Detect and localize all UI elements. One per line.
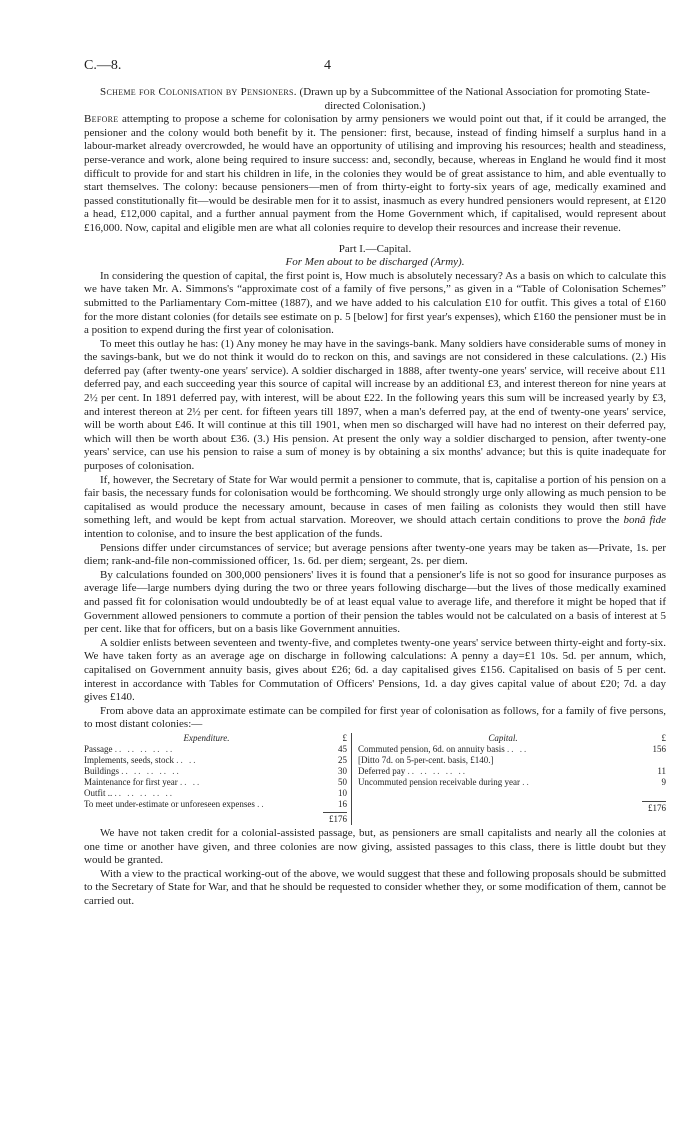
commutation-emphasis: bonâ fide [623,514,666,527]
capital-total-row [358,801,666,814]
capital-row-amount: 11 [657,765,666,776]
capital-item-text: Uncommuted pension receivable during year [358,776,520,787]
title-lead: Scheme for Colonisation by Pensioners. [100,86,297,98]
expenditure-rows [84,744,347,810]
expenditure-row-amount: 45 [338,743,347,754]
expenditure-leader-dots: .. [257,798,266,809]
capital-item-text: Deferred pay [358,765,406,776]
expenditure-row-label [84,744,329,755]
expenditure-row-label [84,766,329,777]
expenditure-leader-dots: .. .. .. .. .. [114,743,175,754]
expenditure-row-amount: 16 [338,798,347,809]
intro-text: attempting to propose a scheme for colonisation by army pensioners we would point out that, if it could be arranged, the pensioner and the colony would both benefit by it. The pensioner: first, because, instead of finding himself a surplus hand in a labour-market already overcrowded, he would have an opportunity of utilising and improving his resources; health and steadiness, perse-verance and work, alone being required to insure success: and, secondly, because, whereas in England he would find it most difficult to provide for and start his children in life, in the colonies they would be of great assistance to him, and able eventually to start themselves. The colony: because pensioners—men of from thirty-eight to forty-six years of age, medically examined and passed constitutionally fit—would be desirable men for it to assist, inasmuch as every hundred pensioners would represent, at £120 a head, £12,000 capital, and a further annual payment from the Home Government which, if capitalised, would represent about £16,000. Now, capital and eligible men are what all colonies require to develop their resources and increase their revenue. [84,113,666,234]
capital-item-text: [Ditto 7d. on 5-per-cent. basis, £140.] [358,754,494,765]
expenditure-total-row [84,812,347,825]
capital-total: £176 [642,801,666,814]
paragraph-outlay-sources: To meet this outlay he has: (1) Any money he may have in the savings-bank. Many soldiers have considerable sums of money in the savings-bank, but we do not think it would do to reckon on this, and savings are not considered in these calculations. (2.) His deferred pay (after twenty-one years' service). A soldier discharged in 1888, after twenty-one years' service, will receive about £11 deferred pay, and each succeeding year this source of capital will increase by an additional £3, and interest thereon for nine years at 2½ per cent. In 1891 deferred pay, with interest, will be about £22. In the following years this sum will be increased yearly by £3, and interest thereon at 2½ per cent. for fifteen years till 1897, when a man's deferred pay, at the end of twenty-one years' service, will be worth about £46. It will continue at this till 1901, when men so discharged will have had no interest on their deferred pay, which will then be worth about £36. (3.) His pension. At present the only way a soldier discharged to pension, after twenty-one years' service, can use his pension to raise a sum of money is by obtaining a six months' advance; but this is quite inadequate for purposes of colonisation. [84,337,666,473]
paragraph-proposal: With a view to the practical working-out of the above, we would suggest that these and following proposals should be submitted to the Secretary of State for War, and that he should be requested to consider whether they, or some modification of them, cannot be carried out. [84,867,666,907]
paragraph-pension-rates: Pensions differ under circumstances of service; but average pensions after twenty-one years may be taken as—Private, 1s. per diem; rank-and-file non-commissioned officer, 1s. 6d. per diem; sergeant, 2s. per diem. [84,541,666,568]
part-heading: Part I.—Capital. [338,242,412,255]
expenditure-item-text: Implements, seeds, stock [84,754,174,765]
capital-row-label [358,755,648,766]
page-header [84,58,666,86]
capital-row-label [358,744,648,755]
expenditure-row-amount: 50 [338,776,347,787]
paragraph-insurance-lives: By calculations founded on 300,000 pensioners' lives it is found that a pensioner's life is not so good for insurance purposes as average life—large numbers dying during the two or three years following discharge—but the lives of those medically examined and passed fit for colonisation would undoubtedly be of at least equal value to average life, and therefore it might be hoped that if Government allowed pensioners to commute a portion of their pension the tables would not be calculated on a basis of interest at 5 per cent. like that for officers, but on a basis like Government annuities. [84,568,666,636]
expenditure-heading: Expenditure. [183,732,230,743]
capital-column [352,733,666,825]
document-title [88,86,662,113]
expenditure-item-text: Maintenance for first year [84,776,178,787]
capital-rows [358,744,666,788]
capital-leader-dots: .. [522,776,531,787]
expenditure-row-amount: 10 [338,787,347,798]
expenditure-row [84,744,347,755]
part-subheading: For Men about to be discharged (Army). [285,256,465,269]
estimate-table [84,733,666,825]
expenditure-item-text: Buildings [84,765,120,776]
capital-heading: Capital. [488,732,518,743]
capital-item-text: Commuted pension, 6d. on annuity basis [358,743,505,754]
capital-row [358,744,666,755]
document-reference: C.—8. [84,58,122,73]
paragraph-capitalisation: A soldier enlists between seventeen and twenty-five, and completes twenty-one years' service between thirty-eight and forty-six. We have taken forty as an average age on discharge in following calculations: A penny a day=£1 10s. 5d. per annum, which, capitalised on Government annuity basis, gives about £26; 6d. a day capitalised gives £156. Capitalised on basis of 5 per cent. interest in accordance with Tables for Commutation of Officers' Pensions, 1d. a day gives capital value of about £20; 7d. a day gives £140. [84,636,666,704]
expenditure-row-amount: 30 [338,765,347,776]
capital-row-amount: 9 [661,776,666,787]
capital-leader-dots: .. .. .. .. .. [407,765,467,776]
expenditure-leader-dots: .. .. .. .. .. [114,787,174,798]
paragraph-commutation [84,474,666,542]
expenditure-leader-dots: .. .. .. .. .. [121,765,181,776]
capital-row-amount: 156 [652,743,666,754]
capital-unit: £ [661,732,666,743]
expenditure-header [84,733,347,744]
capital-row-label [358,766,648,777]
expenditure-total: £176 [323,812,347,825]
capital-row-amount [648,755,666,766]
expenditure-leader-dots: .. .. [179,776,202,787]
document-page [84,58,666,908]
paragraph-estimate-intro: From above data an approximate estimate can be compiled for first year of colonisation as follows, for a family of five persons, to most distant colonies:— [84,704,666,731]
expenditure-row [84,766,347,777]
expenditure-column [84,733,352,825]
title-rest: (Drawn up by a Subcommittee of the National Association for promoting State-directed Colonisation.) [296,86,650,112]
expenditure-item-text: To meet under-estimate or unforeseen expenses [84,798,255,809]
expenditure-unit: £ [342,732,347,743]
expenditure-row-label [84,777,329,788]
paragraph-assisted-passage: We have not taken credit for a colonial-assisted passage, but, as pensioners are small capitalists and nearly all the colonies at one time or another have given, and three colonies are now giving, assisted passages to this class, there is little doubt but they would be granted. [84,826,666,867]
expenditure-leader-dots: .. .. [176,754,198,765]
expenditure-row-label [84,788,329,799]
capital-row [358,755,666,766]
expenditure-row-label [84,755,329,766]
capital-header [358,733,666,744]
expenditure-item-text: Outfit .. [84,787,113,798]
intro-lead: Before [84,113,119,126]
expenditure-row [84,777,347,788]
capital-leader-dots: .. .. [507,743,529,754]
commutation-text-b: intention to colonise, and to insure the best application of the funds. [84,528,383,540]
intro-paragraph [84,113,666,235]
expenditure-item-text: Passage [84,743,113,754]
expenditure-row-amount: 25 [338,754,347,765]
capital-row [358,777,666,788]
paragraph-capital-basis: In considering the question of capital, the first point is, How much is absolutely necessary? As a basis on which to calculate this we have taken Mr. A. Simmons's “approximate cost of a family of five persons,” as given in a “Table of Colonisation Schemes” submitted to the Parliamentary Com-mittee (1887), and we have added to his calculation £10 for outfit. This gives a total of £160 for the more distant colonies (for details see estimate on p. 5 [below] for first year's expenses), which £160 the pensioner must be in a position to expend during the first year of colonisation. [84,269,666,337]
commutation-text-a: If, however, the Secretary of State for War would permit a pensioner to commute, that is, capitalise a portion of his pension on a fair basis, the necessary funds for colonisation would be forthcoming. We should strongly urge only allowing as much pension to be capitalised as would produce the necessary amount, because in cases of men failing as colonists they would then still have something left, and would be kept from actual starvation. Moreover, we should attach certain conditions to prove the [84,473,666,527]
expenditure-row [84,755,347,766]
expenditure-row [84,788,347,799]
capital-row-label [358,777,648,788]
page-number: 4 [324,58,331,73]
capital-row [358,766,666,777]
expenditure-row [84,799,347,810]
expenditure-row-label [84,799,329,810]
